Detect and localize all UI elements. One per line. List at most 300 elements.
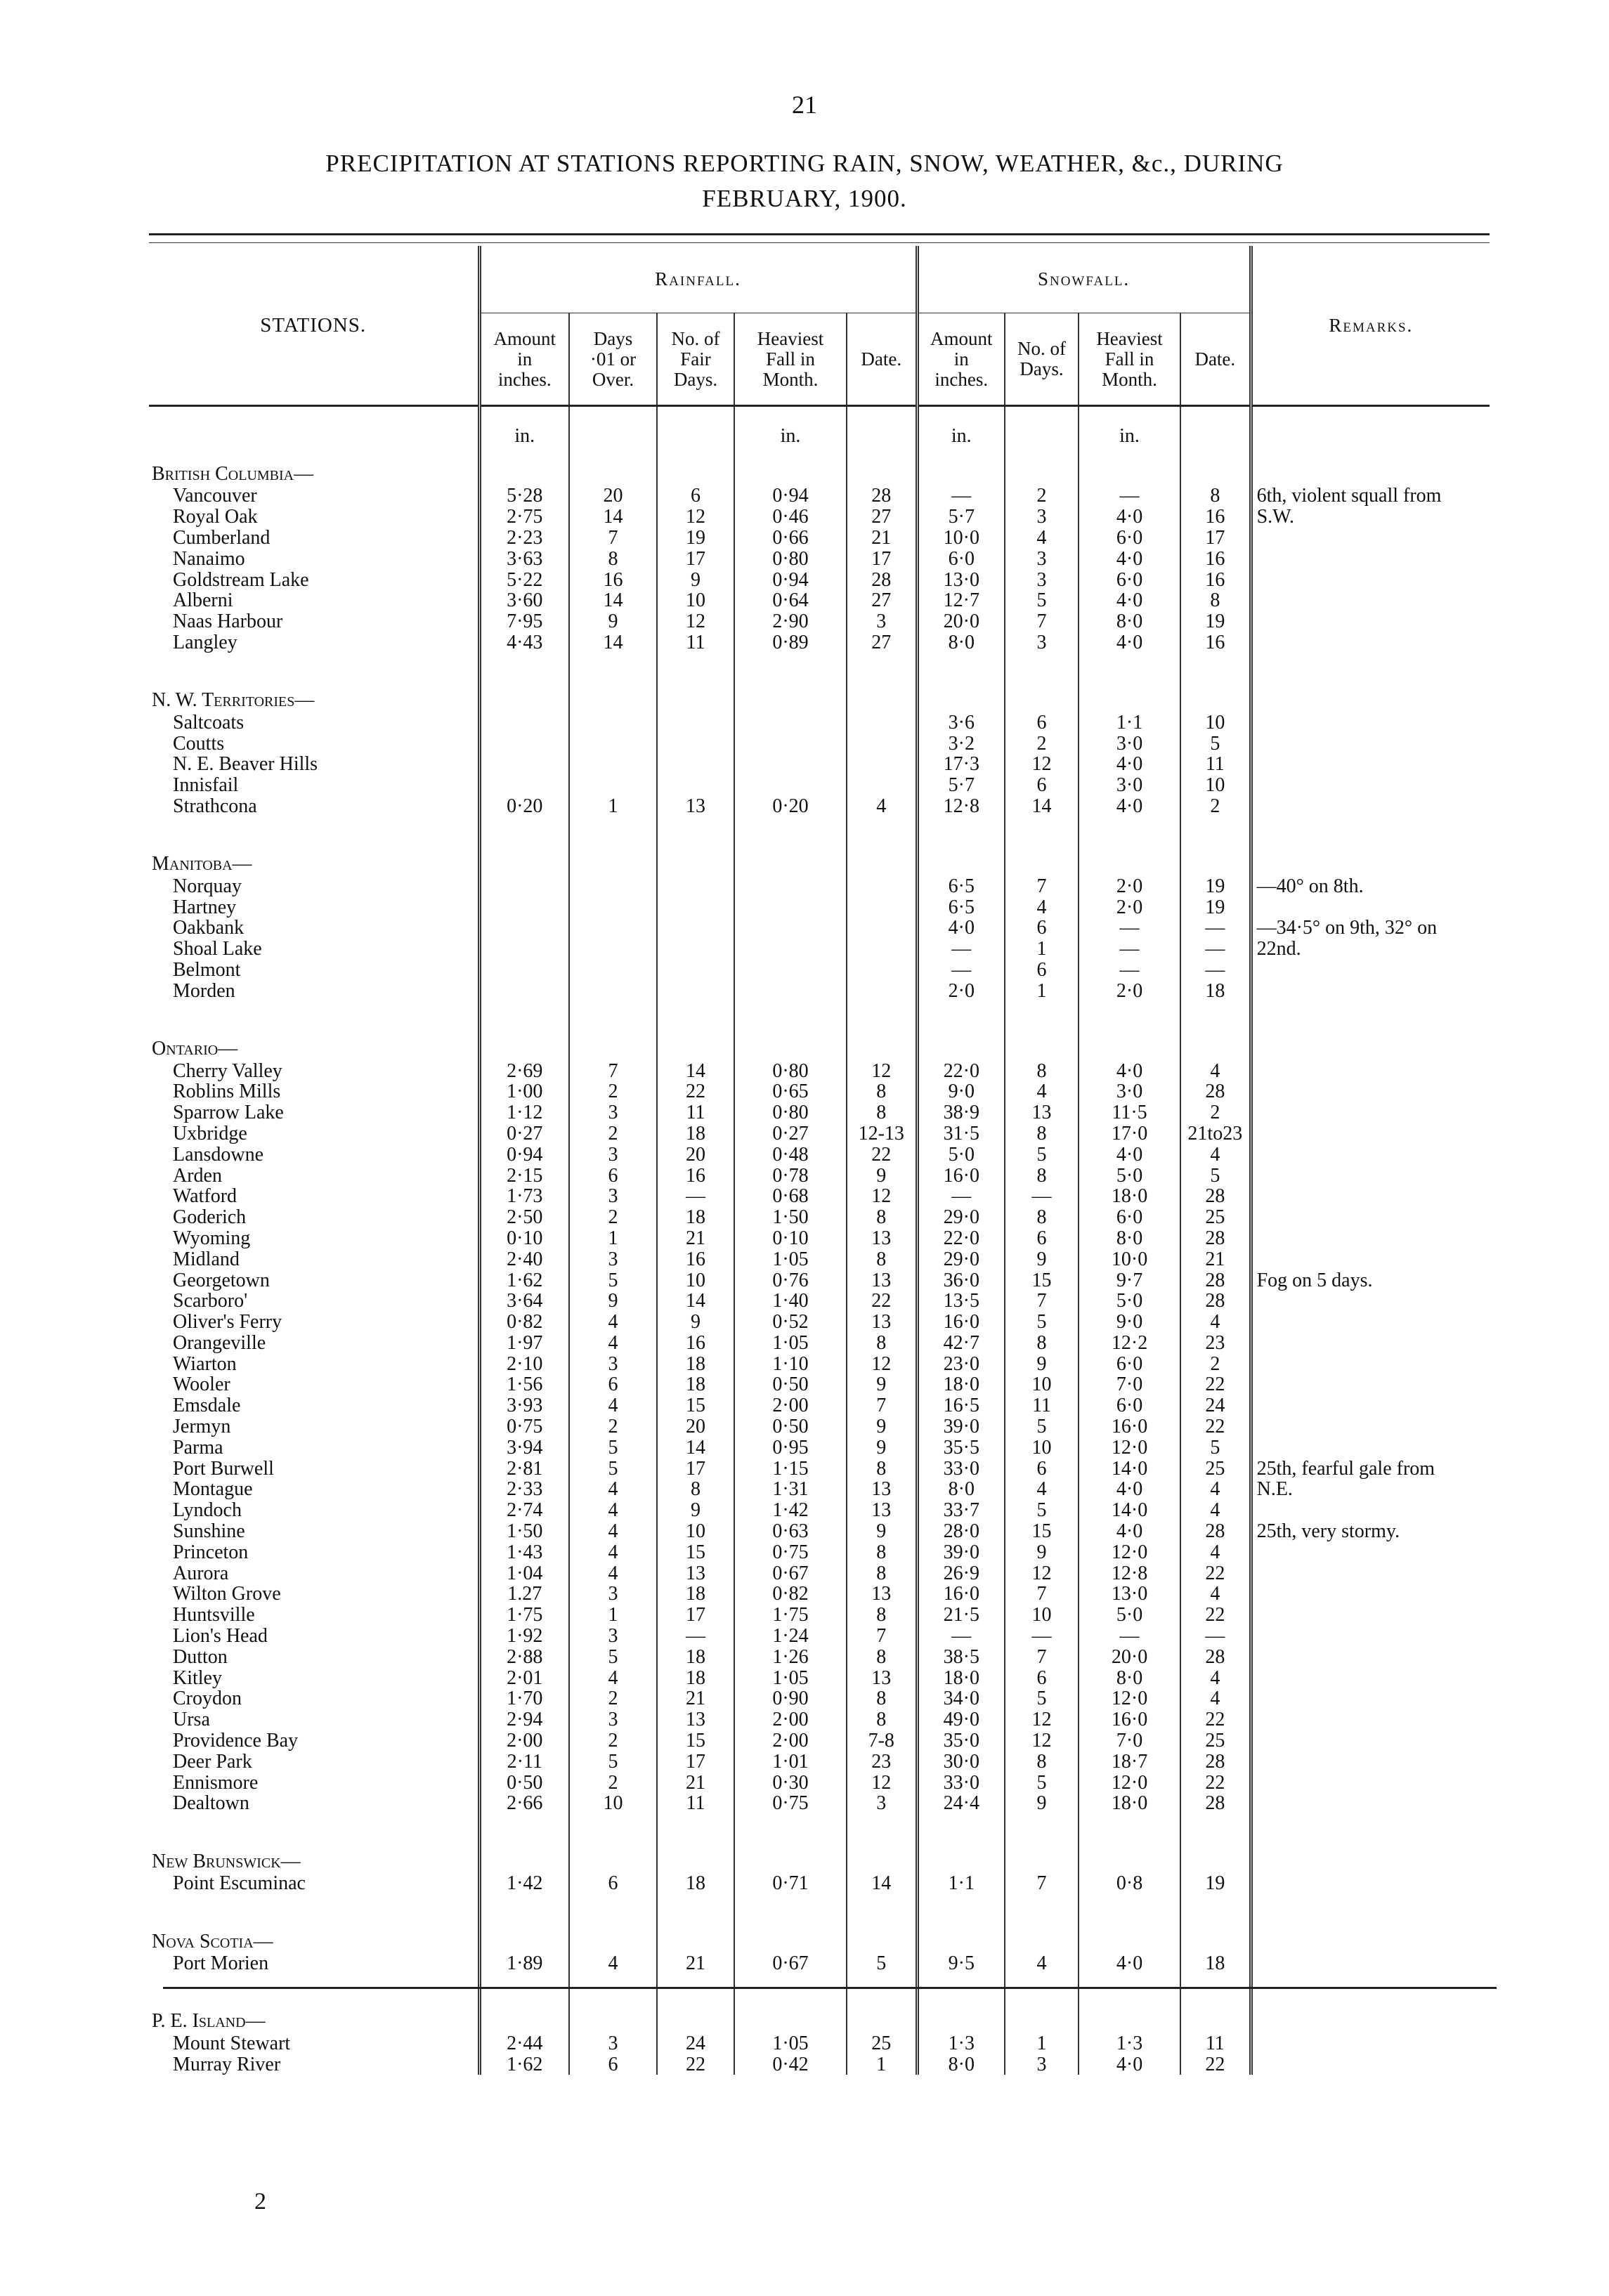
fair-days: 18 bbox=[657, 1584, 734, 1605]
remark bbox=[1251, 1751, 1490, 1772]
rain-date: 27 bbox=[847, 632, 917, 653]
rain-date: 7 bbox=[847, 1395, 917, 1416]
snow-date: 19 bbox=[1180, 611, 1251, 632]
table-row bbox=[149, 712, 1490, 733]
rain-date: 12 bbox=[847, 1772, 917, 1793]
station-name: Wiarton bbox=[149, 1353, 479, 1374]
rain-amount: 3·60 bbox=[507, 589, 543, 612]
snow-heaviest: — bbox=[1079, 918, 1180, 939]
snow-days: 1 bbox=[1005, 939, 1079, 960]
fair-days: 15 bbox=[657, 1541, 734, 1563]
snow-heaviest: 12·0 bbox=[1079, 1688, 1180, 1709]
rain-amount: 0·82 bbox=[507, 1311, 543, 1333]
snow-amount: — bbox=[917, 485, 1005, 507]
snow-date: 25 bbox=[1180, 1458, 1251, 1479]
remark bbox=[1251, 1437, 1490, 1458]
rain-days bbox=[569, 980, 657, 1001]
rain-days-header: Days ·01 or Over. bbox=[569, 313, 657, 406]
rain-heaviest: 0·94 bbox=[734, 485, 847, 507]
rain-days: 6 bbox=[569, 1873, 657, 1894]
snow-heaviest: 5·0 bbox=[1079, 1165, 1180, 1186]
rain-heaviest: 0·67 bbox=[734, 1563, 847, 1584]
remark: 6th, violent squall from bbox=[1251, 485, 1490, 507]
rain-heaviest bbox=[734, 960, 847, 981]
table-row bbox=[149, 569, 1490, 590]
rain-heaviest: 0·50 bbox=[734, 1416, 847, 1437]
snow-date: 2 bbox=[1180, 1353, 1251, 1374]
rain-days bbox=[569, 712, 657, 733]
snow-date: 22 bbox=[1180, 2054, 1251, 2075]
station-name: Ursa bbox=[149, 1709, 479, 1730]
province-row bbox=[149, 837, 1490, 875]
remark bbox=[1251, 1584, 1490, 1605]
fair-days: 13 bbox=[657, 1563, 734, 1584]
snow-amount: 6·5 bbox=[917, 875, 1005, 896]
snow-date: 28 bbox=[1180, 1751, 1251, 1772]
station-name: Oliver's Ferry bbox=[149, 1312, 479, 1333]
station-name: Roblins Mills bbox=[149, 1081, 479, 1102]
snow-date: — bbox=[1180, 960, 1251, 981]
table-row bbox=[149, 485, 1490, 507]
rain-date bbox=[847, 754, 917, 775]
snow-amount: 29·0 bbox=[917, 1207, 1005, 1228]
snow-days: 2 bbox=[1005, 485, 1079, 507]
remark bbox=[1251, 1709, 1490, 1730]
snow-days: 7 bbox=[1005, 1646, 1079, 1667]
remark: 25th, very stormy. bbox=[1251, 1521, 1490, 1542]
rain-days: 7 bbox=[569, 1060, 657, 1081]
station-name: Goldstream Lake bbox=[149, 569, 479, 590]
station-name: Dealtown bbox=[149, 1793, 479, 1814]
table-row bbox=[149, 733, 1490, 754]
rain-amount: 2·66 bbox=[507, 1792, 543, 1815]
snow-date: 11 bbox=[1180, 754, 1251, 775]
unit-label: in. bbox=[734, 406, 847, 448]
station-name: Coutts bbox=[149, 733, 479, 754]
snow-amount: 42·7 bbox=[917, 1333, 1005, 1354]
province-name: N. W. Territories— bbox=[149, 674, 479, 712]
section-gap bbox=[149, 1974, 1490, 1995]
rain-heaviest: 2·00 bbox=[734, 1709, 847, 1730]
snow-heaviest: 13·0 bbox=[1079, 1584, 1180, 1605]
fair-days: 17 bbox=[657, 1458, 734, 1479]
snow-heaviest: — bbox=[1079, 939, 1180, 960]
station-name: Oakbank bbox=[149, 918, 479, 939]
snow-heaviest: 12·0 bbox=[1079, 1437, 1180, 1458]
rain-days: 9 bbox=[569, 1291, 657, 1312]
fair-days: 17 bbox=[657, 548, 734, 569]
snow-amount: 5·7 bbox=[917, 507, 1005, 528]
snow-amount: 35·5 bbox=[917, 1437, 1005, 1458]
rain-days: 1 bbox=[569, 796, 657, 817]
snow-days: 6 bbox=[1005, 918, 1079, 939]
rain-heaviest: 1·31 bbox=[734, 1479, 847, 1500]
fair-days: 21 bbox=[657, 1772, 734, 1793]
snow-amount: 20·0 bbox=[917, 611, 1005, 632]
snow-amount: 5·0 bbox=[917, 1144, 1005, 1165]
snow-date: 28 bbox=[1180, 1646, 1251, 1667]
units-row bbox=[149, 406, 1490, 448]
rain-days: 2 bbox=[569, 1688, 657, 1709]
rain-date: 12-13 bbox=[847, 1123, 917, 1144]
rain-days: 2 bbox=[569, 1416, 657, 1437]
rain-amount: 2·00 bbox=[507, 1730, 543, 1752]
station-name: Port Morien bbox=[149, 1953, 479, 1974]
remark: 25th, fearful gale from bbox=[1251, 1458, 1490, 1479]
snow-date: 19 bbox=[1180, 875, 1251, 896]
table-row bbox=[149, 1228, 1490, 1249]
rain-amount: 2·75 bbox=[507, 506, 543, 528]
rain-date: 27 bbox=[847, 507, 917, 528]
station-name: Sparrow Lake bbox=[149, 1102, 479, 1123]
rain-heaviest bbox=[734, 754, 847, 775]
remark bbox=[1251, 2033, 1490, 2054]
fair-days: 24 bbox=[657, 2033, 734, 2054]
remark bbox=[1251, 1541, 1490, 1563]
snow-date: 10 bbox=[1180, 775, 1251, 796]
snow-days: 4 bbox=[1005, 528, 1079, 549]
snow-heaviest: 3·0 bbox=[1079, 733, 1180, 754]
snow-days: 5 bbox=[1005, 1500, 1079, 1521]
table-row bbox=[149, 1688, 1490, 1709]
snow-heaviest: 3·0 bbox=[1079, 775, 1180, 796]
rain-days: 4 bbox=[569, 1563, 657, 1584]
snow-date: 4 bbox=[1180, 1667, 1251, 1688]
province-row bbox=[149, 674, 1490, 712]
table-row bbox=[149, 548, 1490, 569]
snow-heaviest: 7·0 bbox=[1079, 1730, 1180, 1752]
snow-heaviest: 5·0 bbox=[1079, 1291, 1180, 1312]
rain-heaviest: 1·42 bbox=[734, 1500, 847, 1521]
rain-heaviest: 0·30 bbox=[734, 1772, 847, 1793]
rain-date bbox=[847, 775, 917, 796]
rain-amount: 1·89 bbox=[507, 1952, 543, 1975]
station-name: Wilton Grove bbox=[149, 1584, 479, 1605]
table-row bbox=[149, 1563, 1490, 1584]
rain-days: 3 bbox=[569, 1626, 657, 1647]
fair-days: 18 bbox=[657, 1123, 734, 1144]
snow-date: 2 bbox=[1180, 796, 1251, 817]
snow-date: 24 bbox=[1180, 1395, 1251, 1416]
snow-amount: 12·7 bbox=[917, 590, 1005, 611]
station-name: Jermyn bbox=[149, 1416, 479, 1437]
snow-date: 18 bbox=[1180, 1953, 1251, 1974]
snow-heaviest: 12·0 bbox=[1079, 1772, 1180, 1793]
rain-date bbox=[847, 875, 917, 896]
rain-heaviest: 0·90 bbox=[734, 1688, 847, 1709]
snow-heaviest: 1·3 bbox=[1079, 2033, 1180, 2054]
rain-days: 16 bbox=[569, 569, 657, 590]
fair-days bbox=[657, 712, 734, 733]
remark bbox=[1251, 1793, 1490, 1814]
snowfall-header: Snowfall. bbox=[917, 246, 1251, 313]
rain-days bbox=[569, 875, 657, 896]
rain-heaviest: 1·05 bbox=[734, 1248, 847, 1270]
snow-amount: 9·0 bbox=[917, 1081, 1005, 1102]
unit-label: in. bbox=[917, 406, 1005, 448]
rain-heaviest: 1·01 bbox=[734, 1751, 847, 1772]
snow-date: 8 bbox=[1180, 485, 1251, 507]
snow-heaviest: 4·0 bbox=[1079, 1953, 1180, 1974]
snow-heaviest: 18·7 bbox=[1079, 1751, 1180, 1772]
rain-date: 13 bbox=[847, 1312, 917, 1333]
rain-heaviest: 0·67 bbox=[734, 1953, 847, 1974]
snow-heaviest: 18·0 bbox=[1079, 1793, 1180, 1814]
rain-date: 8 bbox=[847, 1541, 917, 1563]
snow-days: 12 bbox=[1005, 1709, 1079, 1730]
snow-amount: 39·0 bbox=[917, 1541, 1005, 1563]
station-name: Orangeville bbox=[149, 1333, 479, 1354]
rain-days bbox=[569, 775, 657, 796]
snow-days: 8 bbox=[1005, 1751, 1079, 1772]
snow-days: 5 bbox=[1005, 590, 1079, 611]
fair-days: 18 bbox=[657, 1353, 734, 1374]
rain-heaviest: 0·50 bbox=[734, 1374, 847, 1395]
stations-header: STATIONS. bbox=[149, 246, 479, 406]
fair-days: 9 bbox=[657, 1500, 734, 1521]
rain-days: 5 bbox=[569, 1437, 657, 1458]
remark bbox=[1251, 1353, 1490, 1374]
snow-amount: 36·0 bbox=[917, 1270, 1005, 1291]
snow-days: 7 bbox=[1005, 1873, 1079, 1894]
rain-heaviest: 0·95 bbox=[734, 1437, 847, 1458]
snow-date: 4 bbox=[1180, 1479, 1251, 1500]
snow-date: 16 bbox=[1180, 548, 1251, 569]
rain-amount: 1·04 bbox=[507, 1562, 543, 1584]
rain-heaviest: 0·75 bbox=[734, 1793, 847, 1814]
snow-amount: 33·0 bbox=[917, 1458, 1005, 1479]
province-row bbox=[149, 1022, 1490, 1060]
table-row bbox=[149, 1081, 1490, 1102]
table-row bbox=[149, 1953, 1490, 1974]
station-name: Uxbridge bbox=[149, 1123, 479, 1144]
fair-days bbox=[657, 939, 734, 960]
rain-date: 22 bbox=[847, 1291, 917, 1312]
table-row bbox=[149, 1270, 1490, 1291]
rain-date: 8 bbox=[847, 1458, 917, 1479]
snow-amount: 18·0 bbox=[917, 1374, 1005, 1395]
remark bbox=[1251, 1207, 1490, 1228]
rain-heaviest: 0·63 bbox=[734, 1521, 847, 1542]
rain-date: 3 bbox=[847, 611, 917, 632]
table-row bbox=[149, 1437, 1490, 1458]
rain-days: 10 bbox=[569, 1793, 657, 1814]
station-name: N. E. Beaver Hills bbox=[149, 754, 479, 775]
rain-days: 3 bbox=[569, 1102, 657, 1123]
rain-days: 3 bbox=[569, 2033, 657, 2054]
snow-date: — bbox=[1180, 1626, 1251, 1647]
fair-days: 13 bbox=[657, 796, 734, 817]
rain-heaviest: 1·24 bbox=[734, 1626, 847, 1647]
snow-amount: 26·9 bbox=[917, 1563, 1005, 1584]
remark bbox=[1251, 1730, 1490, 1752]
rain-date bbox=[847, 896, 917, 918]
rain-amount: 0·94 bbox=[507, 1143, 543, 1166]
rain-days: 14 bbox=[569, 507, 657, 528]
snow-heaviest: 2·0 bbox=[1079, 980, 1180, 1001]
snow-date: 4 bbox=[1180, 1541, 1251, 1563]
snow-date: 28 bbox=[1180, 1291, 1251, 1312]
province-name: P. E. Island— bbox=[149, 1995, 479, 2033]
remark bbox=[1251, 1248, 1490, 1270]
station-name: Morden bbox=[149, 980, 479, 1001]
snow-date: 28 bbox=[1180, 1521, 1251, 1542]
rain-days: 3 bbox=[569, 1186, 657, 1207]
table-row bbox=[149, 1793, 1490, 1814]
rainfall-header: Rainfall. bbox=[655, 268, 741, 289]
station-name: Sunshine bbox=[149, 1521, 479, 1542]
rain-amount bbox=[479, 775, 569, 796]
snow-amount: 3·2 bbox=[917, 733, 1005, 754]
station-name: Georgetown bbox=[149, 1270, 479, 1291]
rain-days: 4 bbox=[569, 1521, 657, 1542]
rain-amount: 2·23 bbox=[507, 526, 543, 549]
station-name: Shoal Lake bbox=[149, 939, 479, 960]
snow-days: 7 bbox=[1005, 611, 1079, 632]
fair-days: 10 bbox=[657, 1270, 734, 1291]
snow-heaviest: 4·0 bbox=[1079, 507, 1180, 528]
snow-heaviest: 6·0 bbox=[1079, 1395, 1180, 1416]
station-name: Croydon bbox=[149, 1688, 479, 1709]
snow-date: 5 bbox=[1180, 1165, 1251, 1186]
snow-amount: 38·5 bbox=[917, 1646, 1005, 1667]
rain-heaviest: 1·15 bbox=[734, 1458, 847, 1479]
table-row bbox=[149, 775, 1490, 796]
snow-amount: 12·8 bbox=[917, 796, 1005, 817]
snow-amount: 24·4 bbox=[917, 1793, 1005, 1814]
table-row bbox=[149, 632, 1490, 653]
rain-date: 17 bbox=[847, 548, 917, 569]
snow-days: 2 bbox=[1005, 733, 1079, 754]
rain-amount: 1·43 bbox=[507, 1541, 543, 1563]
snow-amount: 18·0 bbox=[917, 1667, 1005, 1688]
rain-date: 9 bbox=[847, 1165, 917, 1186]
rain-date: 3 bbox=[847, 1793, 917, 1814]
table-row bbox=[149, 507, 1490, 528]
rain-amount: 1·92 bbox=[507, 1625, 543, 1648]
rain-date: 4 bbox=[847, 796, 917, 817]
province-name: Manitoba— bbox=[149, 837, 479, 875]
table-row bbox=[149, 2054, 1490, 2075]
rain-days: 8 bbox=[569, 548, 657, 569]
snow-days: 6 bbox=[1005, 1458, 1079, 1479]
snow-date: 4 bbox=[1180, 1312, 1251, 1333]
snow-amount: 30·0 bbox=[917, 1751, 1005, 1772]
rain-date: 13 bbox=[847, 1667, 917, 1688]
section-gap bbox=[149, 1814, 1490, 1835]
rain-date: 13 bbox=[847, 1500, 917, 1521]
remark bbox=[1251, 1395, 1490, 1416]
snow-heaviest: 4·0 bbox=[1079, 548, 1180, 569]
snow-heaviest: — bbox=[1079, 960, 1180, 981]
station-name: Kitley bbox=[149, 1667, 479, 1688]
snow-date: 25 bbox=[1180, 1207, 1251, 1228]
remark bbox=[1251, 528, 1490, 549]
snow-days: 13 bbox=[1005, 1102, 1079, 1123]
rain-date bbox=[847, 939, 917, 960]
remark bbox=[1251, 1688, 1490, 1709]
snow-heaviest: 8·0 bbox=[1079, 611, 1180, 632]
snow-date: 21 bbox=[1180, 1248, 1251, 1270]
fair-days: 15 bbox=[657, 1730, 734, 1752]
snow-date: 10 bbox=[1180, 712, 1251, 733]
remark bbox=[1251, 775, 1490, 796]
rain-days bbox=[569, 896, 657, 918]
station-name: Murray River bbox=[149, 2054, 479, 2075]
remark bbox=[1251, 896, 1490, 918]
fair-days: 9 bbox=[657, 1312, 734, 1333]
snow-heaviest: 18·0 bbox=[1079, 1186, 1180, 1207]
snow-date: 22 bbox=[1180, 1374, 1251, 1395]
rain-heaviest: 0·64 bbox=[734, 590, 847, 611]
rain-date: 12 bbox=[847, 1186, 917, 1207]
rain-date: 9 bbox=[847, 1437, 917, 1458]
rain-days: 4 bbox=[569, 1500, 657, 1521]
snow-date: 16 bbox=[1180, 569, 1251, 590]
table-row bbox=[149, 1772, 1490, 1793]
station-name: Aurora bbox=[149, 1563, 479, 1584]
rain-heaviest: 0·20 bbox=[734, 796, 847, 817]
snow-heaviest: 2·0 bbox=[1079, 896, 1180, 918]
remark bbox=[1251, 1416, 1490, 1437]
snow-amount: 16·0 bbox=[917, 1312, 1005, 1333]
fair-days: 18 bbox=[657, 1207, 734, 1228]
rain-days bbox=[569, 939, 657, 960]
snow-date: 28 bbox=[1180, 1793, 1251, 1814]
rain-heaviest: 0·27 bbox=[734, 1123, 847, 1144]
rain-amount: 3·63 bbox=[507, 547, 543, 570]
snow-amount: 17·3 bbox=[917, 754, 1005, 775]
snow-days: 7 bbox=[1005, 1291, 1079, 1312]
rain-amount: 2·88 bbox=[507, 1645, 543, 1668]
remark bbox=[1251, 1953, 1490, 1974]
snow-date: 22 bbox=[1180, 1563, 1251, 1584]
snow-date: 28 bbox=[1180, 1228, 1251, 1249]
station-name: Arden bbox=[149, 1165, 479, 1186]
rain-days: 3 bbox=[569, 1709, 657, 1730]
rain-days: 1 bbox=[569, 1605, 657, 1626]
snow-amount: 16·0 bbox=[917, 1165, 1005, 1186]
snow-amount: 31·5 bbox=[917, 1123, 1005, 1144]
rain-amount: 5·28 bbox=[507, 485, 543, 507]
fair-days: 16 bbox=[657, 1333, 734, 1354]
snow-days: 9 bbox=[1005, 1793, 1079, 1814]
title-line-2: FEBRUARY, 1900. bbox=[702, 185, 907, 212]
snow-days: 6 bbox=[1005, 960, 1079, 981]
remark bbox=[1251, 712, 1490, 733]
snow-days: 5 bbox=[1005, 1416, 1079, 1437]
snow-amount: 8·0 bbox=[917, 2054, 1005, 2075]
snow-heaviest: 4·0 bbox=[1079, 754, 1180, 775]
rain-amount: 1·50 bbox=[507, 1520, 543, 1543]
rain-date: 8 bbox=[847, 1248, 917, 1270]
snow-date: — bbox=[1180, 918, 1251, 939]
station-name: Lansdowne bbox=[149, 1144, 479, 1165]
snow-date: 4 bbox=[1180, 1500, 1251, 1521]
rain-days: 3 bbox=[569, 1144, 657, 1165]
province-name: British Columbia— bbox=[149, 448, 479, 485]
rain-amount bbox=[479, 733, 569, 754]
remark bbox=[1251, 1165, 1490, 1186]
snow-date: 4 bbox=[1180, 1584, 1251, 1605]
remark bbox=[1251, 2054, 1490, 2075]
rain-days: 4 bbox=[569, 1541, 657, 1563]
snow-date: 21to23 bbox=[1180, 1123, 1251, 1144]
rain-date: 23 bbox=[847, 1751, 917, 1772]
table-row bbox=[149, 796, 1490, 817]
snow-heaviest: 16·0 bbox=[1079, 1709, 1180, 1730]
table-row bbox=[149, 960, 1490, 981]
